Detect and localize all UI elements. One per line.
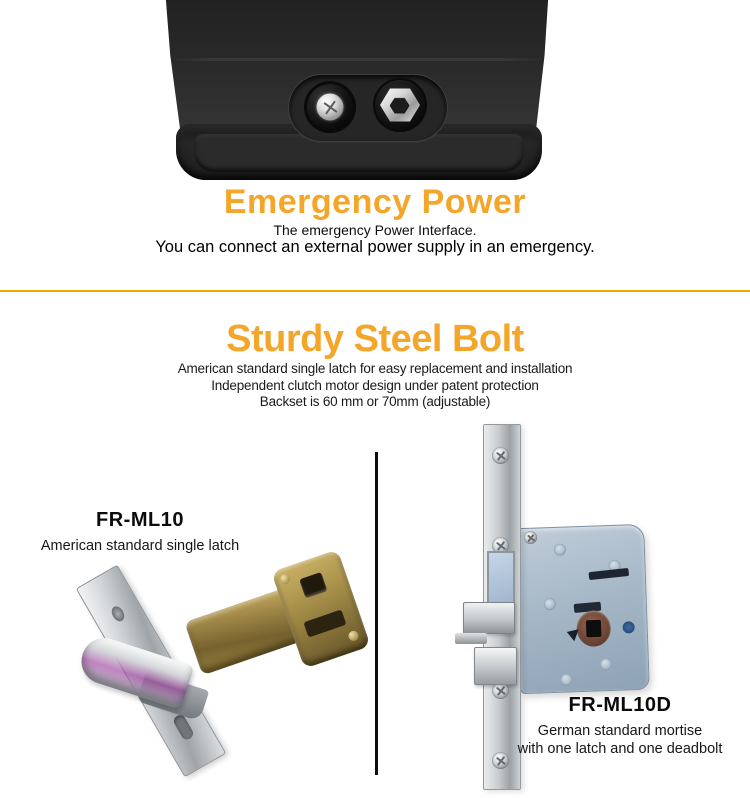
hero-heading: Emergency Power: [223, 183, 527, 221]
right-product-description: [500, 722, 740, 758]
faceplate-screw: [492, 447, 509, 464]
mortise-latch-bolt: [463, 602, 515, 634]
body-screw: [524, 531, 537, 544]
hero-subtext-1: The emergency Power Interface.: [273, 222, 477, 238]
housing-screw: [347, 630, 360, 643]
right-product-description-line-2: with one latch and one deadbolt: [517, 741, 723, 757]
right-product-description-line-1: German standard mortise: [537, 723, 703, 739]
rivet: [560, 673, 572, 685]
bolt-section-heading: Sturdy Steel Bolt: [226, 318, 524, 360]
mortise-photo: [375, 0, 750, 798]
bolt-copy-line-2: Independent clutch motor design under patent protection: [211, 377, 539, 393]
hero-subtext-2: You can connect an external power supply in an emergency.: [155, 238, 595, 256]
mortise-latch-rod: [455, 633, 487, 644]
spindle-hub: [576, 610, 611, 647]
rivet: [544, 598, 556, 610]
body-slot: [588, 568, 629, 580]
faceplate-screw-hole: [109, 604, 127, 623]
housing-screw: [279, 573, 292, 586]
right-product-model: FR-ML10D: [568, 694, 672, 716]
rivet: [600, 658, 612, 670]
left-product-model: FR-ML10: [96, 509, 184, 531]
rivet: [554, 544, 566, 556]
cylinder-hole: [622, 621, 634, 633]
bolt-copy-line-3: Backset is 60 mm or 70mm (adjustable): [259, 394, 491, 409]
spindle-square-hole: [586, 620, 602, 638]
deadbolt-window: [487, 551, 515, 609]
housing-slot: [303, 609, 346, 637]
spindle-square-hole: [299, 572, 327, 598]
mortise-deadbolt: [474, 647, 517, 685]
latch-rear-housing: [271, 549, 370, 668]
left-product-description: American standard single latch: [40, 538, 240, 554]
mortise-lock-body: [514, 524, 650, 694]
bolt-copy-line-1: American standard single latch for easy replacement and installation: [177, 361, 573, 376]
right-product-label: [500, 694, 740, 758]
